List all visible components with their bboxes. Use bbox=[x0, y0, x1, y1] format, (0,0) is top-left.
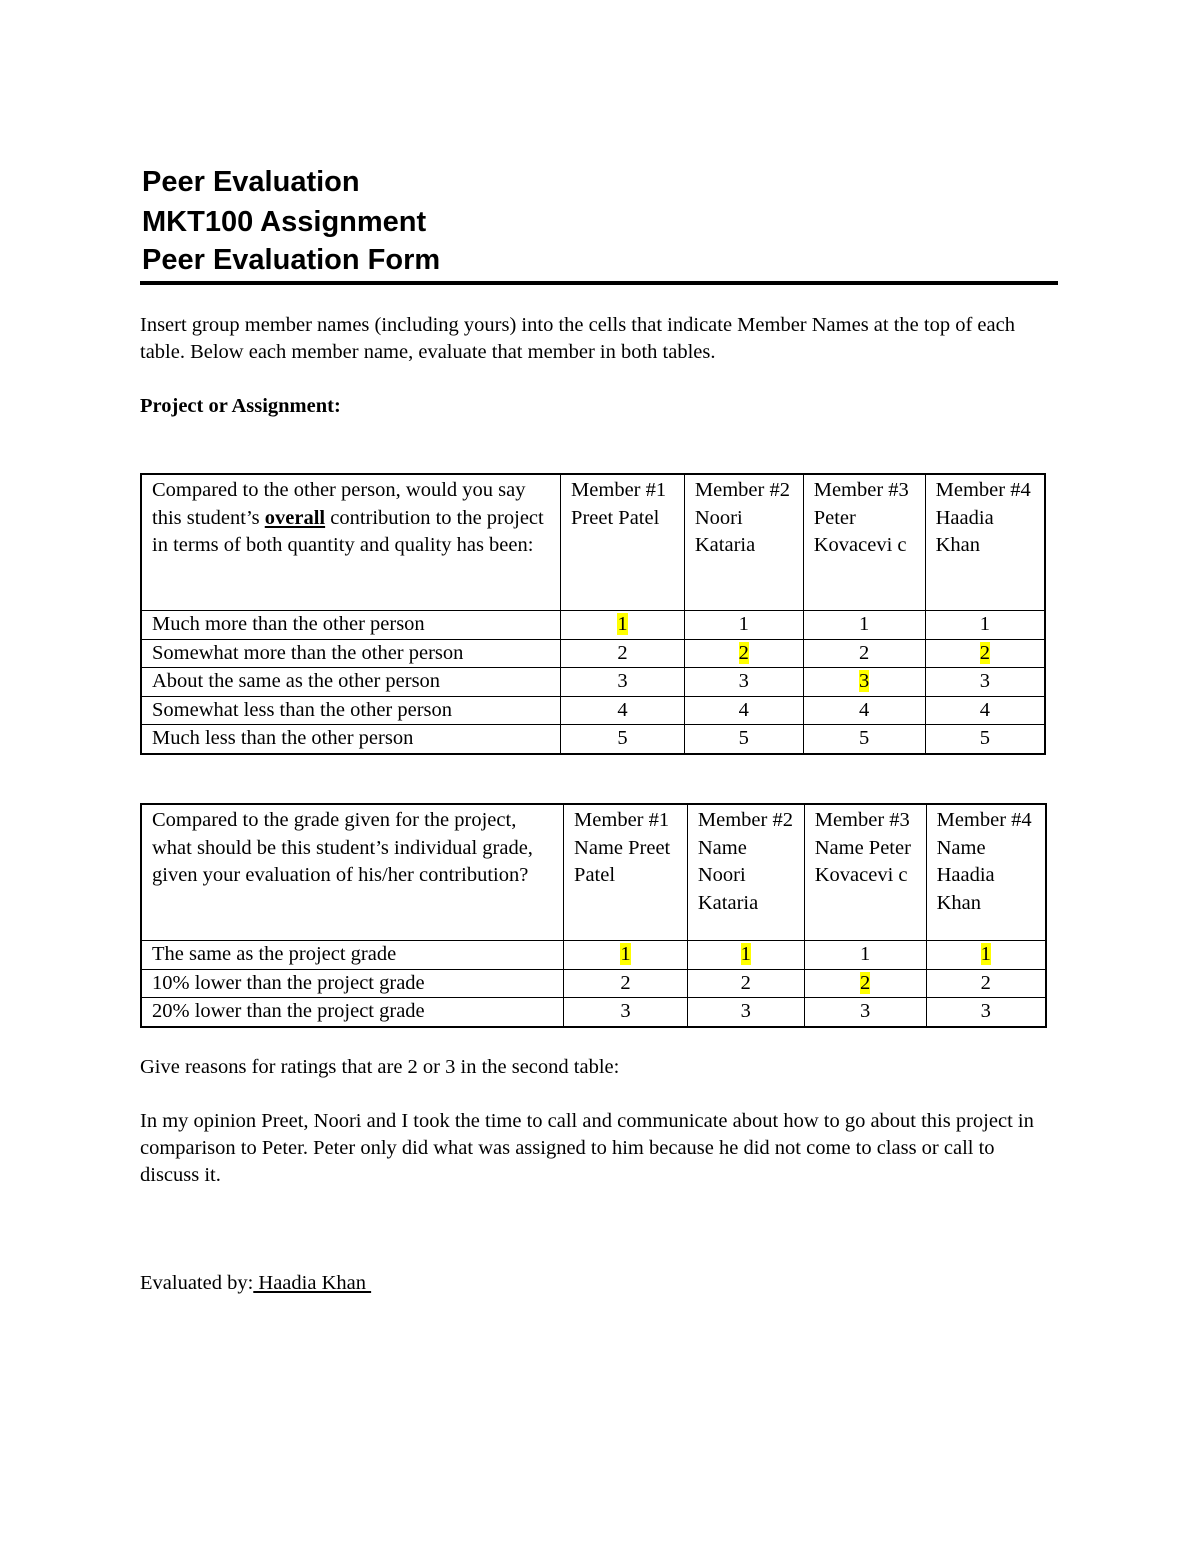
rating-cell bbox=[564, 998, 688, 1027]
member-header: Member #4 Haadia Khan bbox=[925, 474, 1045, 611]
rating-cell bbox=[687, 941, 804, 970]
rating-label: Somewhat less than the other person bbox=[141, 696, 561, 725]
rating-value: 3 bbox=[620, 1000, 631, 1022]
assignment-title: MKT100 Assignment bbox=[142, 206, 427, 238]
rating-value: 2 bbox=[738, 641, 749, 664]
rating-cell bbox=[926, 941, 1046, 970]
rating-cell bbox=[925, 611, 1045, 640]
reasons-prompt: Give reasons for ratings that are 2 or 3 in the second table: bbox=[140, 1056, 620, 1078]
question-emphasis: overall bbox=[264, 506, 326, 529]
rating-value: 3 bbox=[738, 670, 749, 692]
rating-cell bbox=[804, 969, 926, 998]
rating-cell bbox=[803, 668, 925, 697]
rating-cell bbox=[684, 696, 803, 725]
rating-value: 2 bbox=[979, 641, 990, 664]
rating-cell bbox=[684, 668, 803, 697]
rating-cell bbox=[804, 941, 926, 970]
project-label: Project or Assignment: bbox=[140, 395, 341, 417]
rating-cell bbox=[684, 611, 803, 640]
rating-value: 1 bbox=[980, 943, 991, 965]
rating-label: 20% lower than the project grade bbox=[141, 998, 564, 1027]
table-row bbox=[141, 941, 1046, 970]
table-row bbox=[141, 696, 1045, 725]
rating-value: 2 bbox=[617, 641, 628, 664]
rating-label: 10% lower than the project grade bbox=[141, 969, 564, 998]
table-header-row bbox=[141, 804, 1046, 941]
rating-cell bbox=[687, 969, 804, 998]
rating-value: 3 bbox=[617, 670, 628, 692]
grade-question: Compared to the grade given for the project, what should be this student’s individual grade, given your evaluation of his/her contribution? bbox=[141, 804, 564, 941]
member-header: Member #1 Preet Patel bbox=[561, 474, 685, 611]
rating-cell bbox=[925, 639, 1045, 668]
question-text-end: contribution to the project in terms of both quantity and quality has been: bbox=[152, 506, 544, 556]
table-row bbox=[141, 639, 1045, 668]
rating-value: 2 bbox=[980, 971, 991, 994]
rating-value: 2 bbox=[860, 971, 871, 994]
rating-cell bbox=[561, 696, 685, 725]
contribution-table bbox=[140, 473, 1046, 755]
rating-value: 5 bbox=[617, 727, 628, 749]
rating-label: Much less than the other person bbox=[141, 725, 561, 754]
form-title: Peer Evaluation Form bbox=[142, 244, 441, 276]
rating-value: 3 bbox=[740, 1000, 751, 1022]
table-row bbox=[141, 611, 1045, 640]
rating-cell bbox=[804, 998, 926, 1027]
rating-cell bbox=[803, 611, 925, 640]
evaluated-by bbox=[140, 1270, 371, 1297]
reasons-answer: In my opinion Preet, Noori and I took the time to call and communicate about how to go about this project in comparison to Peter. Peter only did what was assigned to him because he did not come to class or call to discuss it. bbox=[140, 1110, 1034, 1186]
rating-value: 1 bbox=[740, 943, 751, 965]
member-header: Member #3 Name Peter Kovacevi c bbox=[804, 804, 926, 941]
rating-value: 1 bbox=[860, 943, 871, 965]
rating-value: 4 bbox=[859, 698, 870, 721]
rating-cell bbox=[925, 725, 1045, 754]
rating-cell bbox=[684, 725, 803, 754]
document-title: Peer Evaluation bbox=[142, 166, 360, 198]
table-row bbox=[141, 969, 1046, 998]
member-header: Member #2 Noori Kataria bbox=[684, 474, 803, 611]
rating-cell bbox=[926, 969, 1046, 998]
rating-value: 3 bbox=[859, 670, 870, 692]
rating-value: 1 bbox=[979, 613, 990, 635]
table-header-row bbox=[141, 474, 1045, 611]
member-header: Member #2 Name Noori Kataria bbox=[687, 804, 804, 941]
rating-cell bbox=[925, 668, 1045, 697]
rating-value: 4 bbox=[738, 698, 749, 721]
rating-cell bbox=[687, 998, 804, 1027]
rating-value: 2 bbox=[740, 971, 751, 994]
instructions-text: Insert group member names (including yours) into the cells that indicate Member Names at the top of each table. Below each member name, evaluate that member in both tables. bbox=[140, 314, 1015, 363]
member-header: Member #1 Name Preet Patel bbox=[564, 804, 688, 941]
rating-cell bbox=[564, 941, 688, 970]
rating-cell bbox=[803, 696, 925, 725]
grade-table bbox=[140, 803, 1047, 1028]
title-divider bbox=[140, 281, 1058, 285]
rating-cell bbox=[926, 998, 1046, 1027]
rating-value: 4 bbox=[979, 698, 990, 721]
rating-cell bbox=[803, 725, 925, 754]
rating-value: 5 bbox=[738, 727, 749, 749]
table-row bbox=[141, 668, 1045, 697]
rating-value: 4 bbox=[617, 698, 628, 721]
rating-value: 1 bbox=[620, 943, 631, 965]
rating-cell bbox=[561, 639, 685, 668]
rating-value: 5 bbox=[979, 727, 990, 749]
rating-cell bbox=[803, 639, 925, 668]
rating-label: Somewhat more than the other person bbox=[141, 639, 561, 668]
evaluator-name: Haadia Khan bbox=[253, 1272, 372, 1294]
evaluated-label: Evaluated by: bbox=[140, 1272, 254, 1294]
rating-label: Much more than the other person bbox=[141, 611, 561, 640]
table-row bbox=[141, 725, 1045, 754]
rating-cell bbox=[925, 696, 1045, 725]
rating-value: 3 bbox=[860, 1000, 871, 1022]
rating-cell bbox=[561, 668, 685, 697]
member-header: Member #4 Name Haadia Khan bbox=[926, 804, 1046, 941]
rating-value: 3 bbox=[980, 1000, 991, 1022]
rating-label: The same as the project grade bbox=[141, 941, 564, 970]
rating-value: 3 bbox=[979, 670, 990, 692]
rating-value: 2 bbox=[620, 971, 631, 994]
table-row bbox=[141, 998, 1046, 1027]
rating-value: 2 bbox=[859, 641, 870, 664]
member-header: Member #3 Peter Kovacevi c bbox=[803, 474, 925, 611]
rating-value: 1 bbox=[617, 613, 628, 635]
contribution-question bbox=[141, 474, 561, 611]
rating-cell bbox=[684, 639, 803, 668]
rating-value: 1 bbox=[738, 613, 749, 635]
rating-value: 1 bbox=[859, 613, 870, 635]
rating-cell bbox=[564, 969, 688, 998]
rating-cell bbox=[561, 611, 685, 640]
rating-label: About the same as the other person bbox=[141, 668, 561, 697]
rating-cell bbox=[561, 725, 685, 754]
rating-value: 5 bbox=[859, 727, 870, 749]
question-text-start: Compared to the other person, would you say this student’s bbox=[152, 479, 526, 529]
